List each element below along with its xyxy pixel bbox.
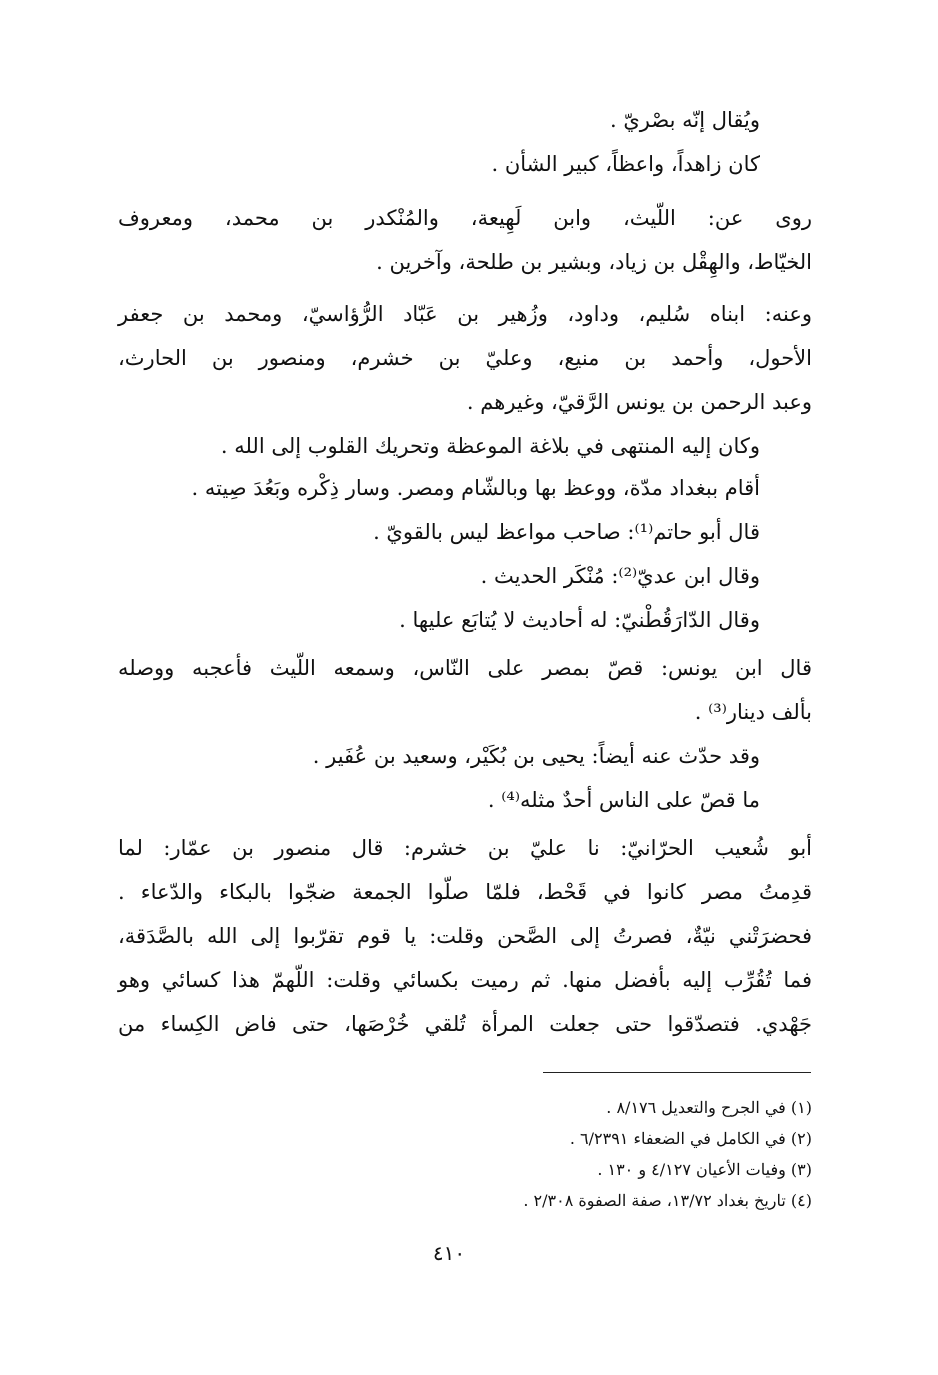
text-line: الخيّاط، والهِقْل بن زياد، وبشير بن طلحة، وآخرين . — [376, 250, 812, 274]
text-line: قدِمتُ مصر كانوا في قَحْط، فلمّا صلّوا الجمعة ضجّوا بالبكاء والدّعاء . — [118, 880, 812, 904]
text-line: فحضرَتْني نيّةٌ، فصرتُ إلى الصَّحن وقلت: يا قوم تقرّبوا إلى الله بالصَّدَقة، — [118, 924, 812, 948]
text-line: جَهْدي. فتصدّقوا حتى جعلت المرأة تُلقي خُرْصَها، حتى فاض الكِساء من — [118, 1012, 812, 1036]
footnote: (٣) وفيات الأعيان ٤/١٢٧ و ١٣٠ . — [597, 1160, 812, 1179]
ibn-yunus-block — [118, 646, 812, 822]
text-line: قال أبو حاتم⁽¹⁾: صاحب مواعظ ليس بالقويّ . — [373, 520, 760, 544]
text-line: ما قصّ على الناس أحدٌ مثله⁽⁴⁾ . — [487, 788, 760, 812]
text-line: وعبد الرحمن بن يونس الرَّقيّ، وغيرهم . — [466, 390, 812, 414]
footnote: (٢) في الكامل في الضعفاء ٦/٢٣٩١ . — [569, 1129, 812, 1148]
text-line: وقد حدّث عنه أيضاً: يحيى بن بُكَيْر، وسعيد بن عُفَير . — [312, 744, 760, 768]
text-line: روى عن: اللّيث، وابن لَهِيعة، والمُنْكدر بن محمد، ومعروف — [118, 206, 812, 230]
text-line: بألف دينار⁽³⁾ . — [694, 700, 812, 724]
narrators-block — [118, 292, 812, 468]
opinions-block — [118, 466, 812, 642]
text-line: ويُقال إنّه بصْريّ . — [610, 108, 760, 132]
footnotes — [300, 1092, 812, 1216]
text-line: وقال ابن عديّ⁽²⁾: مُنْكَر الحديث . — [480, 564, 760, 588]
text-line: وكان إليه المنتهى في بلاغة الموعظة وتحريك القلوب إلى الله . — [220, 434, 760, 458]
intro-block — [118, 98, 812, 186]
text-line: أبو شُعيب الحرّانيّ: نا عليّ بن خشرم: قال منصور بن عمّار: لما — [118, 836, 812, 860]
text-line: قال ابن يونس: قصّ بمصر على النّاس، وسمعه اللّيث فأعجبه ووصله — [118, 656, 812, 680]
text-line: وقال الدّارَقُطْنيّ: له أحاديث لا يُتابَع عليها . — [399, 608, 760, 632]
text-line: فما تُقُرِّب إليه بأفضل منها. ثم رميت بكسائي وقلت: اللّهمّ هذا كسائي وهو — [118, 968, 812, 992]
footnote: (٤) تاريخ بغداد ١٣/٧٢، صفة الصفوة ٢/٣٠٨ . — [523, 1191, 812, 1210]
footnote: (١) في الجرح والتعديل ٨/١٧٦ . — [606, 1098, 812, 1117]
text-line: أقام ببغداد مدّة، ووعظ بها وبالشّام ومصر. وسار ذِكْره وبَعُدَ صِيته . — [191, 476, 760, 500]
text-line: وعنه: ابناه سُليم، وداود، وزُهير بن عَبّاد الرُّؤاسيّ، ومحمد بن جعفر — [118, 302, 812, 326]
story-block — [118, 826, 812, 1046]
footnote-divider — [543, 1072, 811, 1073]
text-line: الأحول، وأحمد بن منيع، وعليّ بن خشرم، ومنصور بن الحارث، — [118, 346, 812, 370]
page-number: ٤١٠ — [432, 1241, 466, 1265]
text-line: كان زاهداً، واعظاً، كبير الشأن . — [491, 152, 760, 176]
narrated-from-block — [118, 196, 812, 284]
